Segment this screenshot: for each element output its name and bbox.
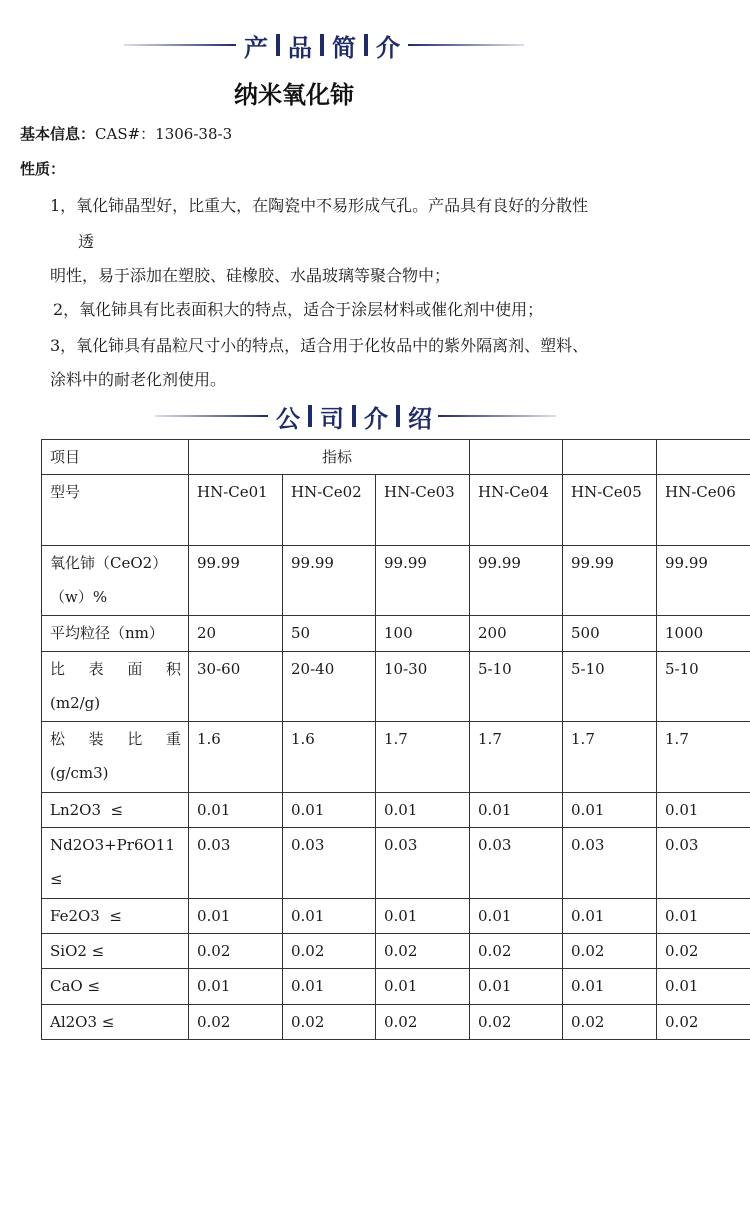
table-cell: 0.02 <box>189 934 283 969</box>
table-cell: 0.02 <box>657 934 750 969</box>
row-label-text: CaO ≤ <box>50 977 101 995</box>
table-cell: 0.01 <box>563 899 657 934</box>
row-label <box>42 546 189 616</box>
table-cell: 100 <box>376 616 470 652</box>
label-char: 装 <box>88 730 104 748</box>
table-cell: 0.03 <box>470 828 563 899</box>
table-cell: 5-10 <box>657 652 750 722</box>
row-label-line2: （w）% <box>50 588 108 606</box>
basic-info-label: 基本信息： <box>20 125 96 143</box>
table-header-row <box>42 440 750 475</box>
table-cell: 20-40 <box>283 652 376 722</box>
table-cell: 0.02 <box>283 934 376 969</box>
table-cell: 0.02 <box>657 1005 750 1040</box>
row-label <box>42 722 189 793</box>
row-label-text: 型号 <box>50 483 81 501</box>
table-cell: 0.03 <box>657 828 750 899</box>
banner-char: 公 <box>276 404 300 433</box>
table-cell: 30-60 <box>189 652 283 722</box>
table-cell: 20 <box>189 616 283 652</box>
property-line-2: 透 <box>78 232 95 251</box>
table-row <box>42 616 750 652</box>
row-label-line2: (g/cm3) <box>50 764 109 782</box>
table-cell: 1.6 <box>283 722 376 793</box>
banner-left-line <box>155 415 268 417</box>
properties-label <box>20 158 65 179</box>
property-line-5: 3，氧化铈具有晶粒尺寸小的特点，适合用于化妆品中的紫外隔离剂、塑料、 <box>50 336 589 355</box>
table-cell: 0.02 <box>283 1005 376 1040</box>
basic-info-value: CAS#：1306-38-3 <box>95 125 233 143</box>
table-cell: 99.99 <box>376 546 470 616</box>
table-cell: HN-Ce04 <box>470 475 563 546</box>
table-cell: HN-Ce05 <box>563 475 657 546</box>
row-label-text: Al2O3 ≤ <box>50 1013 115 1031</box>
table-cell: 0.01 <box>470 969 563 1005</box>
header-empty-cell <box>470 440 563 475</box>
table-cell: 0.01 <box>563 793 657 828</box>
label-char: 比 <box>50 660 66 678</box>
banner-char: 介 <box>376 33 400 62</box>
table-cell: 0.01 <box>563 969 657 1005</box>
header-index: 指标 <box>322 448 353 466</box>
table-cell: 0.01 <box>283 793 376 828</box>
table-cell: HN-Ce06 <box>657 475 750 546</box>
table-cell: 99.99 <box>657 546 750 616</box>
table-row <box>42 899 750 934</box>
table-cell: 50 <box>283 616 376 652</box>
table-cell: 0.03 <box>283 828 376 899</box>
table-cell: 0.03 <box>189 828 283 899</box>
row-label-line1 <box>50 722 181 756</box>
row-label-text: SiO2 ≤ <box>50 942 105 960</box>
table-cell: 1.7 <box>376 722 470 793</box>
table-cell: 0.01 <box>189 969 283 1005</box>
table-cell: 0.01 <box>470 793 563 828</box>
table-row <box>42 546 750 616</box>
property-line-4: 2，氧化铈具有比表面积大的特点，适合于涂层材料或催化剂中使用； <box>53 300 544 319</box>
table-cell: 0.02 <box>376 1005 470 1040</box>
label-char: 比 <box>127 730 143 748</box>
table-cell: 99.99 <box>470 546 563 616</box>
table-cell: 0.02 <box>470 1005 563 1040</box>
table-cell: 1.7 <box>563 722 657 793</box>
properties-label-text: 性质： <box>20 160 66 178</box>
table-row <box>42 475 750 546</box>
row-label <box>42 475 189 546</box>
banner-char: 简 <box>332 33 356 62</box>
table-cell: 500 <box>563 616 657 652</box>
table-cell: 1.7 <box>657 722 750 793</box>
table-cell: 99.99 <box>189 546 283 616</box>
label-char: 面 <box>127 660 143 678</box>
spec-table <box>41 439 750 1040</box>
table-cell: HN-Ce03 <box>376 475 470 546</box>
property-line-3: 明性，易于添加在塑胶、硅橡胶、水晶玻璃等聚合物中； <box>50 266 451 285</box>
table-cell: 99.99 <box>283 546 376 616</box>
banner-char: 产 <box>244 33 268 62</box>
banner-char: 品 <box>288 33 312 62</box>
table-cell: 5-10 <box>563 652 657 722</box>
banner-char: 司 <box>320 404 344 433</box>
table-cell: 1.7 <box>470 722 563 793</box>
product-intro-title <box>236 27 408 63</box>
table-cell: 0.02 <box>470 934 563 969</box>
product-name: 纳米氧化铈 <box>234 81 354 109</box>
row-label <box>42 1005 189 1040</box>
product-intro-banner <box>0 27 750 63</box>
table-cell: 0.02 <box>189 1005 283 1040</box>
property-line-1: 1，氧化铈晶型好，比重大，在陶瓷中不易形成气孔。产品具有良好的分散性 <box>50 196 589 215</box>
table-cell: HN-Ce02 <box>283 475 376 546</box>
table-cell: 0.02 <box>563 934 657 969</box>
row-label-line1 <box>50 652 181 686</box>
row-label <box>42 899 189 934</box>
table-cell: 0.03 <box>563 828 657 899</box>
table-cell: 0.01 <box>189 793 283 828</box>
table-cell: 0.01 <box>657 899 750 934</box>
row-label-line1: Nd2O3+Pr6O11 <box>50 836 175 854</box>
table-row <box>42 793 750 828</box>
row-label-text: Fe2O3 ≤ <box>50 907 122 925</box>
table-cell: 0.01 <box>657 793 750 828</box>
header-empty-cell <box>657 440 750 475</box>
table-cell: 0.01 <box>376 793 470 828</box>
table-row <box>42 934 750 969</box>
banner-char: 介 <box>364 404 388 433</box>
table-cell: 10-30 <box>376 652 470 722</box>
row-label-text: Ln2O3 ≤ <box>50 801 124 819</box>
table-cell: 0.01 <box>283 969 376 1005</box>
table-cell: 0.01 <box>657 969 750 1005</box>
table-cell: 1.6 <box>189 722 283 793</box>
row-label-line1: 氧化铈（CeO2） <box>50 554 168 572</box>
table-cell: 99.99 <box>563 546 657 616</box>
row-label <box>42 969 189 1005</box>
header-item-cell <box>42 440 189 475</box>
table-cell: 0.01 <box>283 899 376 934</box>
row-label <box>42 828 189 899</box>
table-row <box>42 652 750 722</box>
label-char: 表 <box>88 660 104 678</box>
table-row <box>42 969 750 1005</box>
row-label-line2: (m2/g) <box>50 694 101 712</box>
row-label <box>42 934 189 969</box>
table-cell: 0.01 <box>189 899 283 934</box>
row-label-text: 平均粒径（nm） <box>50 624 164 642</box>
label-char: 松 <box>50 730 66 748</box>
row-label <box>42 793 189 828</box>
row-label-line2: ≤ <box>50 870 63 888</box>
company-intro-banner <box>0 398 750 434</box>
basic-info <box>20 123 232 144</box>
header-empty-cell <box>563 440 657 475</box>
table-row <box>42 828 750 899</box>
header-index-cell <box>189 440 470 475</box>
row-label <box>42 652 189 722</box>
row-label <box>42 616 189 652</box>
table-cell: HN-Ce01 <box>189 475 283 546</box>
table-cell: 0.01 <box>376 899 470 934</box>
table-cell: 200 <box>470 616 563 652</box>
company-intro-title <box>268 398 440 434</box>
label-char: 重 <box>165 730 181 748</box>
property-line-6: 涂料中的耐老化剂使用。 <box>50 370 227 389</box>
table-cell: 0.02 <box>376 934 470 969</box>
banner-left-line <box>124 44 236 46</box>
label-char: 积 <box>165 660 181 678</box>
table-row <box>42 1005 750 1040</box>
banner-char: 绍 <box>408 404 432 433</box>
table-cell: 0.01 <box>376 969 470 1005</box>
table-cell: 0.03 <box>376 828 470 899</box>
header-item: 项目 <box>50 448 81 466</box>
table-row <box>42 722 750 793</box>
banner-right-line <box>408 44 524 46</box>
table-cell: 5-10 <box>470 652 563 722</box>
banner-right-line <box>438 415 556 417</box>
table-cell: 1000 <box>657 616 750 652</box>
table-cell: 0.01 <box>470 899 563 934</box>
table-cell: 0.02 <box>563 1005 657 1040</box>
